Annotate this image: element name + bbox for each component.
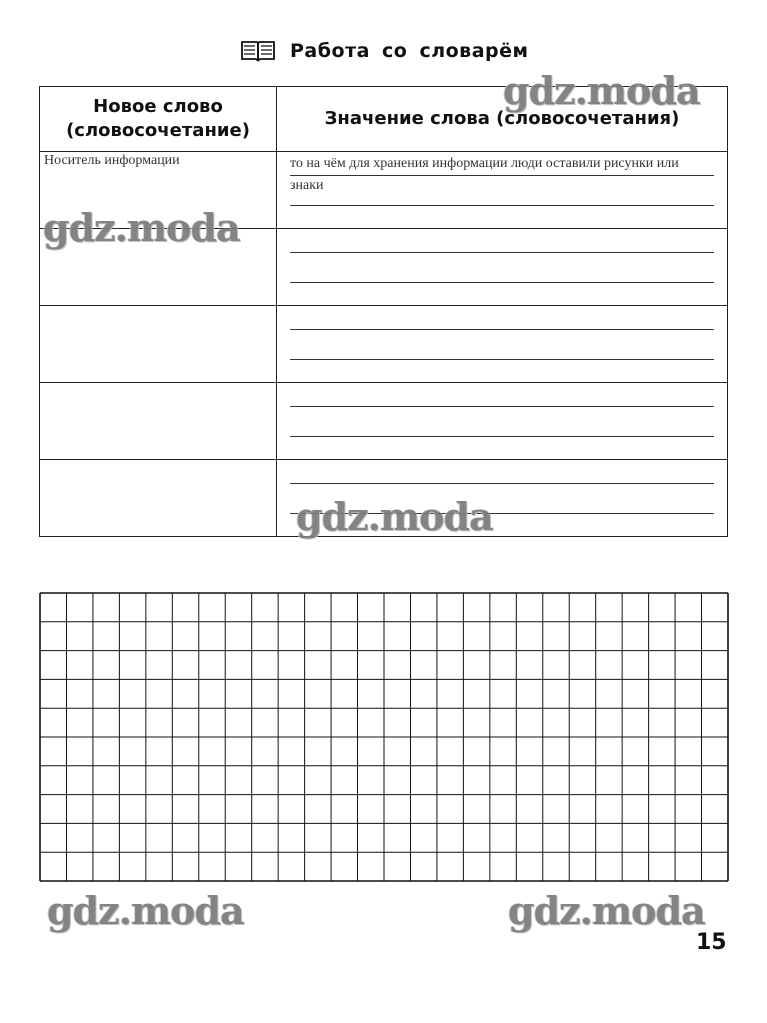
section-title: Работа со словарём [290,40,529,62]
writing-line [290,483,714,484]
section-header [240,36,529,66]
header-meaning-label: Значение слова (словосочетания) [324,108,680,129]
writing-line [290,252,714,253]
header-new-word [40,87,276,151]
column-divider [276,87,277,536]
meaning-text: то на чём для хранения информации люди оставили рисунки или знаки [290,156,679,193]
writing-line [290,406,714,407]
writing-line [290,359,714,360]
meaning-cell [290,151,714,228]
grid-lines [39,592,729,882]
watermark: gdz.moda [296,494,493,539]
open-book-icon [240,38,276,64]
vocabulary-table [39,86,728,537]
header-new-word-label: Новое слово (словосочетание) [66,96,250,141]
watermark: gdz.moda [47,888,244,933]
watermark: gdz.moda [503,68,700,113]
squared-grid [39,592,729,887]
writing-line [290,205,714,206]
meaning-cell [290,305,714,382]
meaning-cell [290,228,714,305]
watermark: gdz.moda [508,888,705,933]
page-number: 15 [696,930,727,955]
writing-line [290,282,714,283]
meaning-cell [290,382,714,459]
watermark: gdz.moda [43,205,240,250]
writing-line [290,436,714,437]
writing-line [290,329,714,330]
word-cell: Носитель информации [44,153,180,168]
